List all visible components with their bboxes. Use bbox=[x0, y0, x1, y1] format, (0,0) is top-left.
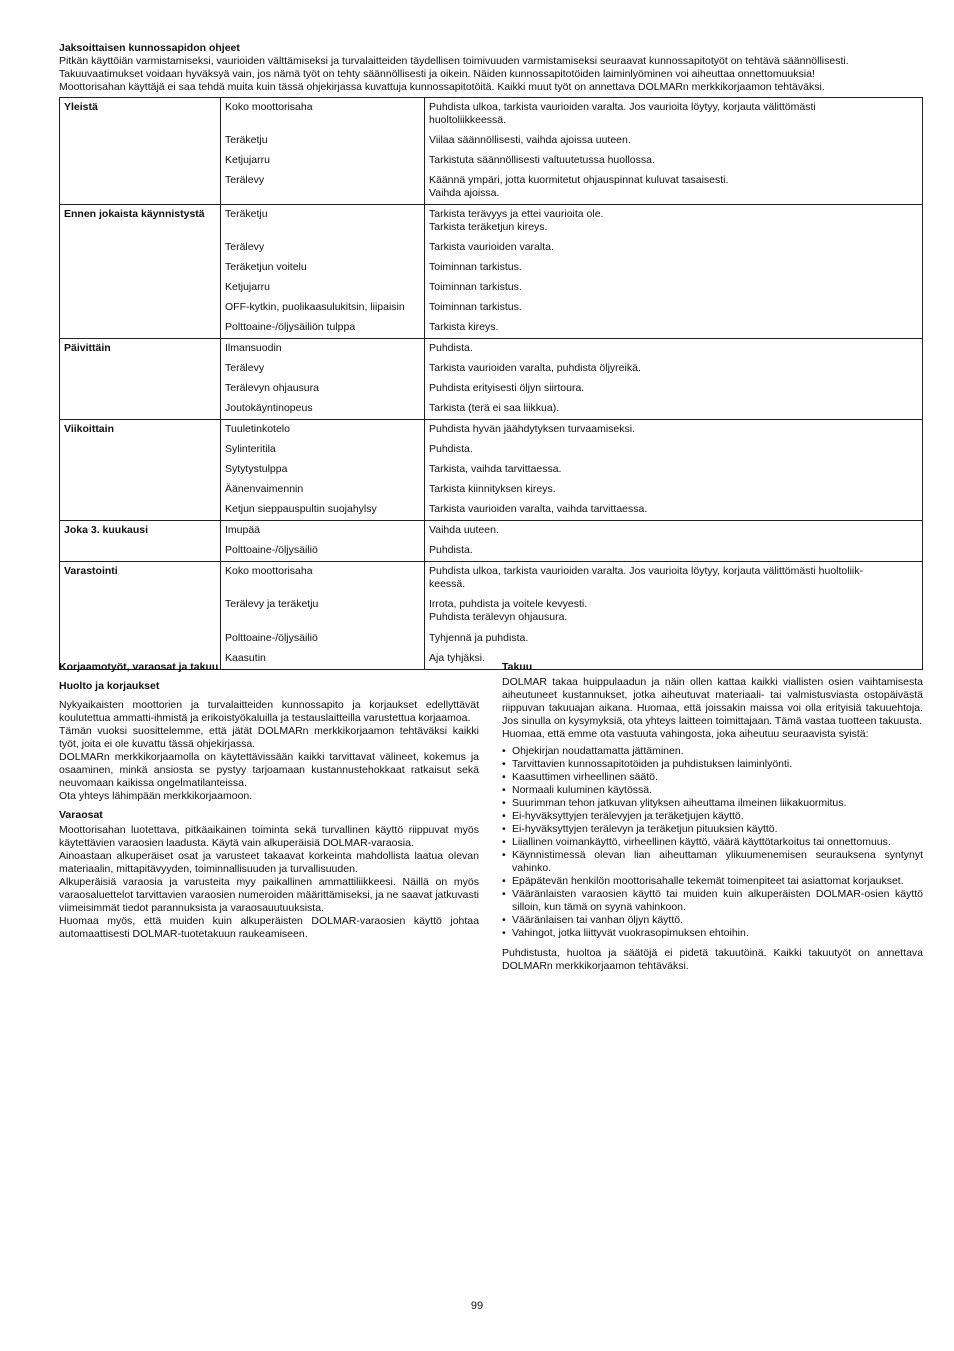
maintenance-action: Tyhjennä ja puhdista. bbox=[429, 631, 529, 644]
list-item: • Vääränlaisen tai vanhan öljyn käyttö. bbox=[502, 914, 923, 927]
maintenance-part: Ketjujarru bbox=[221, 278, 425, 298]
intro-line: Takuuvaatimukset voidaan hyväksyä vain, jos nämä työt on tehty säännöllisesti ja oikein. Näiden kunnossapitotöiden laiminlyöminen voi aiheuttaa onnettomuuksia! bbox=[59, 68, 815, 81]
maintenance-action: Puhdista ulkoa, tarkista vaurioiden varalta. Jos vaurioita löytyy, korjauta välittömästi huoltoliik- keessä. bbox=[425, 562, 923, 596]
page-number: 99 bbox=[470, 1300, 484, 1312]
list-item: • Suurimman tehon jatkuvan ylityksen aiheuttama ilmeinen liikakuormitus. bbox=[502, 797, 923, 810]
service-paragraph: Tämän vuoksi suosittelemme, että jätät DOLMARn merkkikorjaamon tehtäväksi kaikki työt, joita ei ole kuvattu tässä ohjekirjassa. bbox=[59, 725, 479, 751]
maintenance-action: Käännä ympäri, jotta kuormitetut ohjauspinnat kuluvat tasaisesti. Vaihda ajoissa. bbox=[429, 174, 729, 200]
maintenance-part: Koko moottorisaha bbox=[221, 562, 425, 596]
list-item: • Kaasuttimen virheellinen säätö. bbox=[502, 771, 923, 784]
table-row bbox=[60, 562, 923, 596]
maintenance-part: Teräketju bbox=[221, 131, 425, 151]
right-column bbox=[502, 661, 923, 973]
warranty-closing: Puhdistusta, huoltoa ja säätöjä ei pidetä takuutöinä. Kaikki takuutyöt on annettava DOLMARn merkkikorjaamon tehtäväksi. bbox=[502, 947, 923, 973]
maintenance-action: Puhdista ulkoa, tarkista vaurioiden varalta. Jos vaurioita löytyy, korjauta välittömästi huoltoliikkeessä. bbox=[429, 101, 816, 127]
maintenance-interval: Ennen jokaista käynnistystä bbox=[60, 205, 221, 339]
maintenance-action: Toiminnan tarkistus. bbox=[429, 261, 522, 274]
maintenance-action: Tarkista vaurioiden varalta. bbox=[429, 241, 554, 254]
maintenance-action: Tarkista (terä ei saa liikkua). bbox=[429, 402, 560, 415]
maintenance-interval: Joka 3. kuukausi bbox=[60, 521, 221, 562]
maintenance-part: Ketjun sieppauspultin suojahylsy bbox=[221, 500, 425, 521]
maintenance-action: Tarkista vaurioiden varalta, puhdista öljyreikä. bbox=[429, 362, 641, 375]
intro-line: Moottorisahan käyttäjä ei saa tehdä muita kuin tässä ohjekirjassa kuvattuja kunnossapitotöitä. Kaikki muut työt on annettava DOLMARn merkkikorjaamon tehtäväksi. bbox=[59, 81, 825, 94]
workshop-heading: Korjaamotyöt, varaosat ja takuu bbox=[59, 661, 219, 673]
maintenance-action: Toiminnan tarkistus. bbox=[429, 301, 522, 314]
maintenance-action: Tarkista terävyys ja ettei vaurioita ole. Tarkista teräketjun kireys. bbox=[425, 205, 923, 239]
list-item: • Käynnistimessä olevan lian aiheuttaman ylikuumenemisen seurauksena syntynyt vahinko. bbox=[502, 849, 923, 875]
maintenance-interval: Päivittäin bbox=[60, 339, 221, 420]
spare-parts-paragraph: Huomaa myös, että muiden kuin alkuperäisten DOLMAR-varaosien käyttö johtaa automaattisesti DOLMAR-tuotetakuun raukeamiseen. bbox=[59, 915, 479, 941]
maintenance-table bbox=[59, 97, 923, 669]
maintenance-table-body bbox=[60, 98, 923, 669]
spare-parts-paragraph: Ainoastaan alkuperäiset osat ja varusteet takaavat korkeinta mahdollista laatua olevan materiaalin, mittapitävyyden, toiminnallisuuden ja turvallisuuden. bbox=[59, 850, 479, 876]
maintenance-part: Kaasutin bbox=[221, 649, 425, 670]
service-paragraph: DOLMARn merkkikorjaamolla on käytettävissään kaikki tarvittavat välineet, kokemus ja osaaminen, minkä ansiosta se pystyy tarjoamaan kustannustehokkaat ratkaisut sekä neuvomaan kaikissa ongelmatilanteissa. bbox=[59, 751, 479, 790]
maintenance-action: Puhdista. bbox=[429, 544, 473, 557]
maintenance-action: Tarkistuta säännöllisesti valtuutetussa huollossa. bbox=[429, 154, 655, 167]
maintenance-part: Sylinteritila bbox=[221, 440, 425, 460]
maintenance-interval: Viikoittain bbox=[60, 420, 221, 521]
maintenance-part: Koko moottorisaha bbox=[221, 98, 425, 132]
maintenance-action: Aja tyhjäksi. bbox=[429, 651, 486, 664]
maintenance-page bbox=[59, 42, 922, 670]
service-subheading: Huolto ja korjaukset bbox=[59, 680, 160, 693]
maintenance-interval: Yleistä bbox=[60, 98, 221, 205]
maintenance-action: Puhdista. bbox=[429, 443, 473, 456]
maintenance-part: Teräketjun voitelu bbox=[221, 258, 425, 278]
maintenance-part: Terälevy bbox=[221, 238, 425, 258]
list-item: • Tarvittavien kunnossapitotöiden ja puhdistuksen laiminlyönti. bbox=[502, 758, 923, 771]
maintenance-part: Teräketju bbox=[221, 205, 425, 239]
warranty-paragraph: DOLMAR takaa huippulaadun ja näin ollen kattaa kaikki viallisten osien vaihtamisesta aiheutuneet kustannukset, jotka aiheutuvat materiaali- tai valmistusviasta ostopäivästä riippuvan takuuajan aikana. Huomaa, että joissakin maissa voi olla erityisiä takuuehtoja. Jos sinulla on kysymyksiä, ota yhteys laitteen toimittajaan. Tämä vastaa tuotteen takuusta. bbox=[502, 676, 923, 728]
maintenance-action: Tarkista vaurioiden varalta, vaihda tarvittaessa. bbox=[429, 503, 648, 516]
intro-line: Pitkän käyttöiän varmistamiseksi, vaurioiden välttämiseksi ja turvalaitteiden täydellisen toimivuuden varmistamiseksi seuraavat kunnossapitotyöt on tehtävä säännöllisesti. bbox=[59, 55, 849, 68]
service-paragraph: Ota yhteys lähimpään merkkikorjaamoon. bbox=[59, 790, 253, 803]
maintenance-part: Terälevyn ohjausura bbox=[221, 379, 425, 399]
maintenance-part: Terälevy bbox=[221, 359, 425, 379]
spare-parts-subheading: Varaosat bbox=[59, 809, 103, 822]
maintenance-interval: Varastointi bbox=[60, 562, 221, 669]
maintenance-action: Puhdista hyvän jäähdytyksen turvaamiseksi. bbox=[425, 420, 923, 441]
list-item: • Liiallinen voimankäyttö, virheellinen käyttö, väärä käyttötarkoitus tai onnettomuus. bbox=[502, 836, 923, 849]
maintenance-action: Tarkista kireys. bbox=[429, 321, 499, 334]
maintenance-part: Ketjujarru bbox=[221, 151, 425, 171]
list-item: • Ei-hyväksyttyjen terälevyn ja teräketjun pituuksien käyttö. bbox=[502, 823, 923, 836]
maintenance-action: Tarkista, vaihda tarvittaessa. bbox=[429, 463, 562, 476]
spare-parts-paragraph: Moottorisahan luotettava, pitkäaikainen toiminta sekä turvallinen käyttö riippuvat myös käytettävien varaosien laadusta. Käytä vain alkuperäisiä DOLMAR-varaosia. bbox=[59, 824, 479, 850]
service-paragraph: Nykyaikaisten moottorien ja turvalaitteiden kunnossapito ja korjaukset edellyttävät koulutettua ammatti-ihmistä ja erikoistyökaluilla ja testauslaitteilla varustettua korjaamoa. bbox=[59, 699, 479, 725]
list-item: • Vääränlaisten varaosien käyttö tai muiden kuin alkuperäisten DOLMAR-osien käyttö silloin, kun tämä on syynä vahinkoon. bbox=[502, 888, 923, 914]
left-column bbox=[59, 661, 479, 941]
maintenance-action: Puhdista. bbox=[425, 339, 923, 360]
maintenance-part: Polttoaine-/öljysäiliön tulppa bbox=[221, 318, 425, 339]
spare-parts-paragraph: Alkuperäisiä varaosia ja varusteita myy paikallinen ammattiliikkeesi. Näillä on myös varaosaluettelot tarvittavien varaosien numeroiden määrittämiseksi, ja ne saavat jatkuvasti viimeisimmät tiedot parannuksista ja varaosauutuuksista. bbox=[59, 876, 479, 915]
maintenance-part: Tuuletinkotelo bbox=[221, 420, 425, 441]
warranty-exclusions-list bbox=[502, 745, 923, 940]
maintenance-part: Ilmansuodin bbox=[221, 339, 425, 360]
maintenance-part: Polttoaine-/öljysäiliö bbox=[221, 541, 425, 562]
maintenance-action: Viilaa säännöllisesti, vaihda ajoissa uuteen. bbox=[429, 134, 631, 147]
warranty-paragraph: Huomaa, että emme ota vastuuta vahingosta, joka aiheutuu seuraavista syistä: bbox=[502, 728, 869, 741]
maintenance-part: Imupää bbox=[221, 521, 425, 542]
maintenance-action: Tarkista kiinnityksen kireys. bbox=[429, 483, 556, 496]
maintenance-part: Joutokäyntinopeus bbox=[221, 399, 425, 420]
maintenance-heading: Jaksoittaisen kunnossapidon ohjeet bbox=[59, 42, 240, 54]
list-item: • Vahingot, jotka liittyvät vuokrasopimuksen ehtoihin. bbox=[502, 927, 923, 940]
list-item: • Normaali kuluminen käytössä. bbox=[502, 784, 923, 797]
table-row bbox=[60, 98, 923, 132]
maintenance-part: Polttoaine-/öljysäiliö bbox=[221, 629, 425, 649]
table-row bbox=[60, 420, 923, 441]
list-item: • Ei-hyväksyttyjen terälevyjen ja teräketjujen käyttö. bbox=[502, 810, 923, 823]
table-row bbox=[60, 339, 923, 360]
maintenance-action: Toiminnan tarkistus. bbox=[429, 281, 522, 294]
list-item: • Ohjekirjan noudattamatta jättäminen. bbox=[502, 745, 923, 758]
maintenance-part: OFF-kytkin, puolikaasulukitsin, liipaisin bbox=[221, 298, 425, 318]
maintenance-part: Terälevy ja teräketju bbox=[221, 595, 425, 628]
table-row bbox=[60, 205, 923, 239]
maintenance-action: Vaihda uuteen. bbox=[425, 521, 923, 542]
maintenance-action: Irrota, puhdista ja voitele kevyesti. Puhdista terälevyn ohjausura. bbox=[429, 598, 588, 624]
list-item: • Epäpätevän henkilön moottorisahalle tekemät toimenpiteet tai asiattomat korjaukset. bbox=[502, 875, 923, 888]
maintenance-part: Äänenvaimennin bbox=[221, 480, 425, 500]
maintenance-part: Sytytystulppa bbox=[221, 460, 425, 480]
warranty-heading: Takuu bbox=[502, 661, 533, 673]
maintenance-action: Puhdista erityisesti öljyn siirtoura. bbox=[429, 382, 585, 395]
maintenance-part: Terälevy bbox=[221, 171, 425, 205]
table-row bbox=[60, 521, 923, 542]
